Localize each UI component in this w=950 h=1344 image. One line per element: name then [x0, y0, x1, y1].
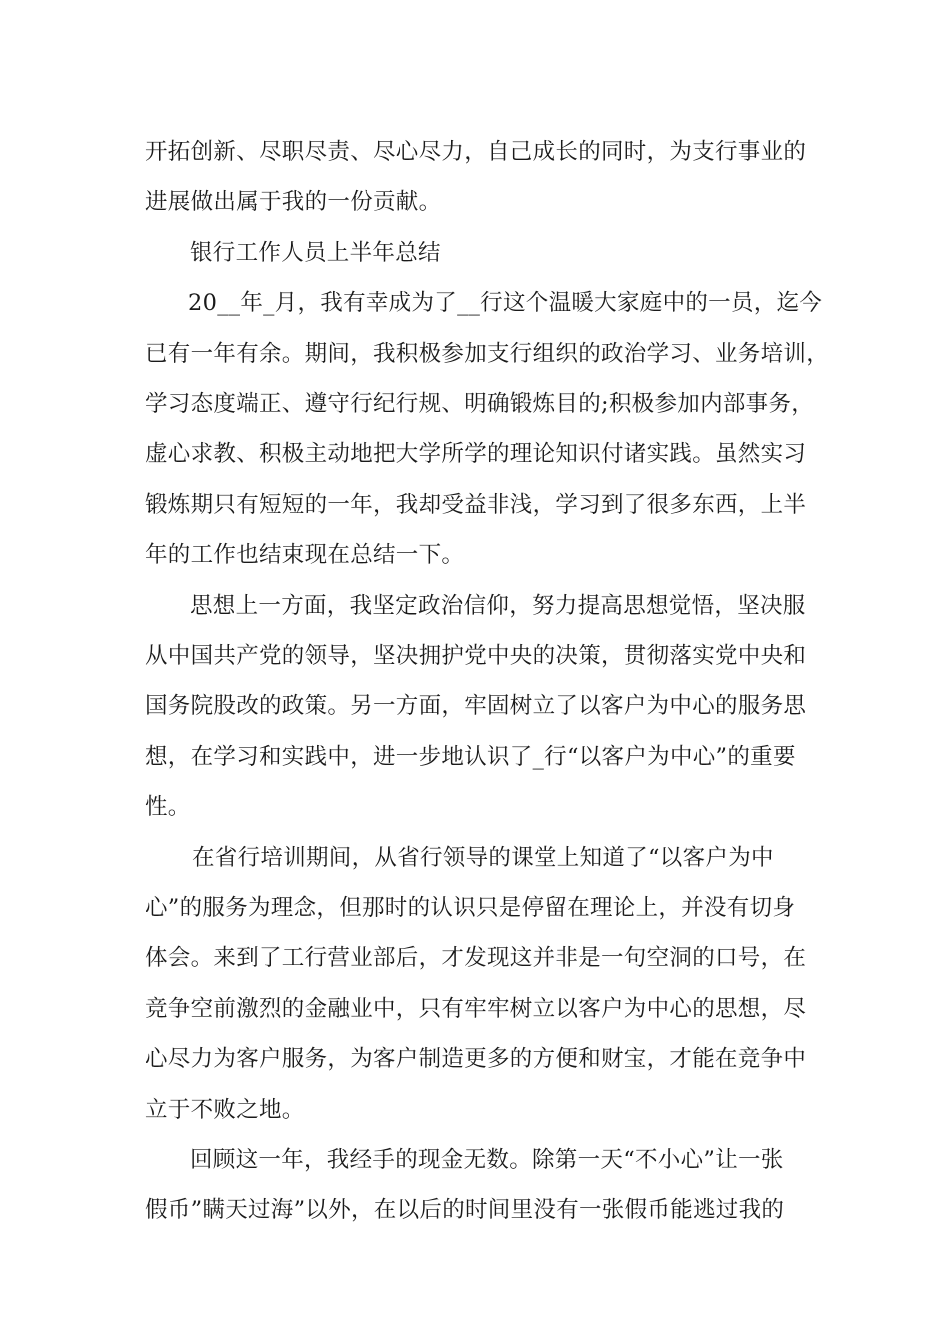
text-line: 体会。来到了工行营业部后，才发现这并非是一句空洞的口号，在 — [145, 945, 807, 971]
text-line: 进展做出属于我的一份贡献。 — [145, 189, 442, 215]
text-line: 国务院股改的政策。另一方面，牢固树立了以客户为中心的服务思 — [145, 693, 807, 719]
text-line: 年的工作也结束现在总结一下。 — [145, 542, 465, 568]
paragraph-first-line: 在省行培训期间，从省行领导的课堂上知道了“以客户为中 — [192, 845, 774, 871]
text-line: 学习态度端正、遵守行纪行规、明确锻炼目的;积极参加内部事务， — [145, 391, 815, 417]
text-line: 立于不败之地。 — [145, 1097, 305, 1123]
text-line: 虚心求教、积极主动地把大学所学的理论知识付诸实践。虽然实习 — [145, 441, 807, 467]
text-line: 开拓创新、尽职尽责、尽心尽力，自己成长的同时，为支行事业的 — [145, 139, 807, 165]
text-line: 性。 — [145, 794, 191, 820]
paragraph-first-line: 思想上一方面，我坚定政治信仰，努力提高思想觉悟，坚决服 — [190, 593, 806, 619]
text-line: 从中国共产党的领导，坚决拥护党中央的决策，贯彻落实党中央和 — [145, 643, 807, 669]
section-heading: 银行工作人员上半年总结 — [190, 240, 441, 266]
text-line: 锻炼期只有短短的一年，我却受益非浅，学习到了很多东西，上半 — [145, 492, 807, 518]
text-line: 已有一年有余。期间，我积极参加支行组织的政治学习、业务培训， — [145, 341, 830, 367]
text-line: 想，在学习和实践中，进一步地认识了_行“以客户为中心”的重要 — [145, 744, 796, 770]
paragraph-first-line: 回顾这一年，我经手的现金无数。除第一天“不小心”让一张 — [190, 1147, 784, 1173]
text-line: 竞争空前激烈的金融业中，只有牢牢树立以客户为中心的思想，尽 — [145, 996, 807, 1022]
text-line: 假币”瞒天过海”以外，在以后的时间里没有一张假币能逃过我的 — [145, 1197, 785, 1223]
text-line: 心尽力为客户服务，为客户制造更多的方便和财宝，才能在竞争中 — [145, 1046, 807, 1072]
paragraph-first-line: 20__年_月，我有幸成为了__行这个温暖大家庭中的一员，迄今 — [188, 290, 823, 316]
text-line: 心”的服务为理念，但那时的认识只是停留在理论上，并没有切身 — [145, 895, 796, 921]
